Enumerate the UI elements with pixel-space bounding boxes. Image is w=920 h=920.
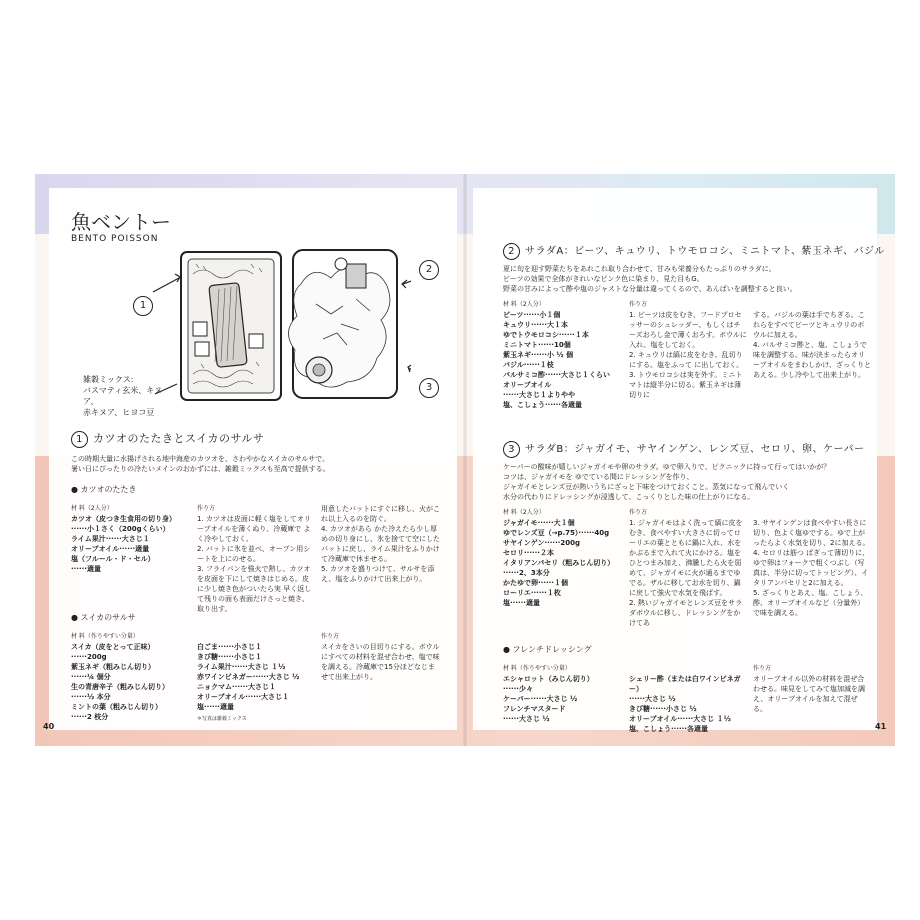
sub-a-method-1: 1. カツオは皮面に軽く塩をしてオリーブオイルを薄くぬり、冷蔵庫で よく冷やしておく。 2. バットに氷を並べ、オーブン用シートを上にのせる。 3. フライパンを強火で熱し、カツオを皮面を下にして焼きはじめる。皮に少し焼き色がついたら実 早く返して残りの面も表面だけさっと焼き、取り出す。 bbox=[197, 515, 312, 613]
sub-a-ingredients: カツオ（皮つき生食用の切り身） ······小１さく（200gくらい） ライム果汁······大さじ１ オリーブオイル······適量 塩（フルール・ド・セル） ······適量 bbox=[71, 515, 176, 573]
sub-b-method: スイカをさいの目切りにする。ボウルにすべての材料を混ぜ合わせ、塩で味を調える。冷蔵庫で15分ほどなじませて出来上がり。 bbox=[321, 643, 440, 681]
section-1-number: 1 bbox=[71, 431, 88, 448]
section-3-heading bbox=[503, 440, 873, 458]
page-number-right: 41 bbox=[875, 722, 887, 731]
sub-a-method-label: 作り方 bbox=[197, 505, 216, 512]
sub-a-title: カツオのたたき bbox=[80, 485, 137, 494]
callout-3: 3 bbox=[419, 378, 439, 398]
sub-b-heading: ● スイカのサルサ bbox=[71, 613, 136, 622]
section-2-method-1: 1. ビーツは皮をむき、フードプロセッサーのシュレッダー、もしくはチーズおろし金で薄くおろす。ボウルに入れ、塩をしておく。 2. キュウリは縞に皮をむき、乱切りにする。塩をふって に出しておく。 3. トウモロコシは実を外す。ミニトマトは縦半分に切る。紫玉ネギは薄切りに bbox=[629, 311, 747, 399]
dressing-ingredients-2: シェリー酢（または白ワインビネガー） ······大さじ ½ きび糖······小さじ ½ オリーブオイル······大さじ １½ 塩、こしょう······各適量 bbox=[629, 675, 741, 733]
dressing-heading: ● フレンチドレッシング bbox=[503, 645, 592, 654]
section-1-heading bbox=[71, 430, 264, 448]
section-2-method-2: する。バジルの葉は手でちぎる。これらをすべてビーツとキュウリのボウルに加える。 4. バルサミコ酢と、塩、こしょうで味を調整する。味が決まったらオリーブオイルをまわしかけ、ざっくりとあえる。少し冷やして出来上がり。 bbox=[753, 311, 871, 379]
dressing-ingredients-label: 材 料（作りやすい分量） bbox=[503, 665, 571, 672]
section-2-number: 2 bbox=[503, 243, 520, 260]
callout-1: 1 bbox=[133, 296, 153, 316]
section-3-number: 3 bbox=[503, 441, 520, 458]
section-1-intro: この時期大量に水揚げされる地中海産のカツオを、さわやかなスイカのサルサで。 暑い日にぴったりの冷たいメインのおかずには、雑穀ミックスも至高で提供する。 bbox=[71, 455, 330, 473]
section-2-ingredients: ビーツ······小１個 キュウリ······大１本 ゆでトウモロコシ······１本 ミニトマト······10個 紫玉ネギ······小 ½ 個 バジル······１枝 バルサミコ酢······大さじ１くらい オリーブオイル ······大さじ１よりやや 塩、こしょう······各適量 bbox=[503, 311, 610, 409]
grain-mix-label: 雑穀ミックス: バスマティ玄米、キヌア、 赤キヌア、ヒヨコ豆 bbox=[83, 375, 163, 417]
sub-b-ingredients-2: 白ごま······小さじ１ きび糖······小さじ１ ライム果汁······大さじ １½ 赤ワインビネガー······大さじ ½ ニョクマム······大さじ１ オリーブオイル······大さじ１ 塩······適量 bbox=[197, 643, 300, 711]
page-number-left: 40 bbox=[43, 722, 55, 731]
dressing-ingredients-1: エシャロット（みじん切り） ······少々 ケーパー······大さじ ½ フレンチマスタード ······大さじ ½ bbox=[503, 675, 594, 723]
sub-b-ingredients-label: 材 料（作りやすい分量） bbox=[71, 633, 139, 640]
section-3-method-1: 1. ジャガイモはよく洗って縞に皮をむき、食べやすい大きさに切ってローリエの葉とともに鍋に入れ、水をかぶるまで入れて火にかける。塩をひとつまみ加え、沸騰したら火を弱めて、ジャガイモに火が通るまでゆでる。ザルに移してお水を切り、鍋に戻して強火で水気を飛ばす。 2. 熱いジャガイモとレンズ豆をサラダボウルに移し、ドレッシングをかけてあ bbox=[629, 519, 743, 627]
page-subtitle: BENTO POISSON bbox=[71, 234, 159, 244]
sub-a-heading: ● カツオのたたき bbox=[71, 485, 137, 494]
section-3-ingredients-label: 材 料（2人分） bbox=[503, 509, 545, 516]
section-2-heading bbox=[503, 242, 885, 260]
sub-b-ingredients-1: スイカ（皮をとって正味） ······200g 紫玉ネギ（粗みじん切り） ······¼ 個分 生の青唐辛子（粗みじん切り） ······½ 本分 ミントの葉（粗みじん切り） ······2 枝分 bbox=[71, 643, 169, 721]
sub-a-method-2: 用意したバットにすぐに移し、火がこれ以上入るのを防ぐ。 4. カツオがあら かた冷えたら少し厚めの切り身にし、氷を捨てて空にしたバットに戻し、ライム果汁をふりかけて冷蔵庫で休ませる。 5. カツオを盛りつけて、サルサを添え、塩をふりかけて出来上がり。 bbox=[321, 505, 440, 583]
section-3-intro: ケーパーの酸味が嬉しいジャガイモや卵のサラダ。ゆで卵入りで、ピクニックに持って行ってはいかが？ コツは、ジャガイモを ゆでている間にドレッシングを作り、 ジャガイモとレンズ豆が熱いうちにざっと下味をつけておくこと。蒸気になって飛んでいく 水分の代わりにドレッシングが浸透して、こっくりとした味の仕上がりになる。 bbox=[503, 463, 831, 501]
bento-illustration bbox=[141, 244, 411, 414]
sub-b-title: スイカのサルサ bbox=[80, 613, 136, 622]
section-2-intro: 夏に旬を迎す野菜たちをあれこれ取り合わせて、甘みも栄養分もたっぷりのサラダに。 ビーツの効果で全体がきれいなピンク色に染まり、見た目もG。 野菜の甘みによって酢や塩のジャストな分量は違ってくるので、あんばいを調整すると良い。 bbox=[503, 265, 797, 293]
page-title: 魚ベントー bbox=[71, 210, 171, 234]
section-2-title: サラダA：ビーツ、キュウリ、トウモロコシ、ミニトマト、紫玉ネギ、バジル bbox=[525, 246, 885, 257]
section-3-title: サラダB：ジャガイモ、サヤインゲン、レンズ豆、セロリ、卵、ケーパー bbox=[525, 444, 865, 455]
section-3-method-2: 3. サヤインゲンは食べやすい長さに切り、色よく塩ゆでする。ゆで上がったらよく水気を切り、2に加える。 4. セロリは筋つ ばぎって薄切りに、ゆで卵はフォークで粗くつぶし（写真は、半分に切ってトッピング）、イタリアンパセリと2に加える。 5. ざっくりとあえ、塩、こしょう、酢、オリーブオイルなど（分量外）で味を調える。 bbox=[753, 519, 870, 617]
callout-2: 2 bbox=[419, 260, 439, 280]
sub-a-ingredients-label: 材 料（2人分） bbox=[71, 505, 113, 512]
book-spread bbox=[35, 174, 895, 746]
left-page bbox=[49, 188, 457, 730]
section-2-ingredients-label: 材 料（2人分） bbox=[503, 301, 545, 308]
sub-b-method-label: 作り方 bbox=[321, 633, 340, 640]
sub-b-photo-note: ＊写真は雑穀ミックス bbox=[197, 716, 247, 722]
dressing-title: フレンチドレッシング bbox=[512, 645, 592, 654]
section-3-ingredients: ジャガイモ······大１個 ゆでレンズ豆（→p.75）······40g サヤインゲン······200g セロリ······２本 イタリアンパセリ（粗みじん切り） ······2、3本分 かたゆで卵······１個 ローリエ······１枚 塩······適量 bbox=[503, 519, 615, 607]
section-2-method-label: 作り方 bbox=[629, 301, 648, 308]
dressing-method: オリーブオイル以外の材料を混ぜ合わせる。味見をしてみて塩加減を調え、オリーブオイルを加えて混ぜる。 bbox=[753, 675, 865, 713]
gutter bbox=[463, 174, 467, 746]
section-3-method-label: 作り方 bbox=[629, 509, 648, 516]
section-1-title: カツオのたたきとスイカのサルサ bbox=[93, 432, 265, 445]
dressing-method-label: 作り方 bbox=[753, 665, 772, 672]
